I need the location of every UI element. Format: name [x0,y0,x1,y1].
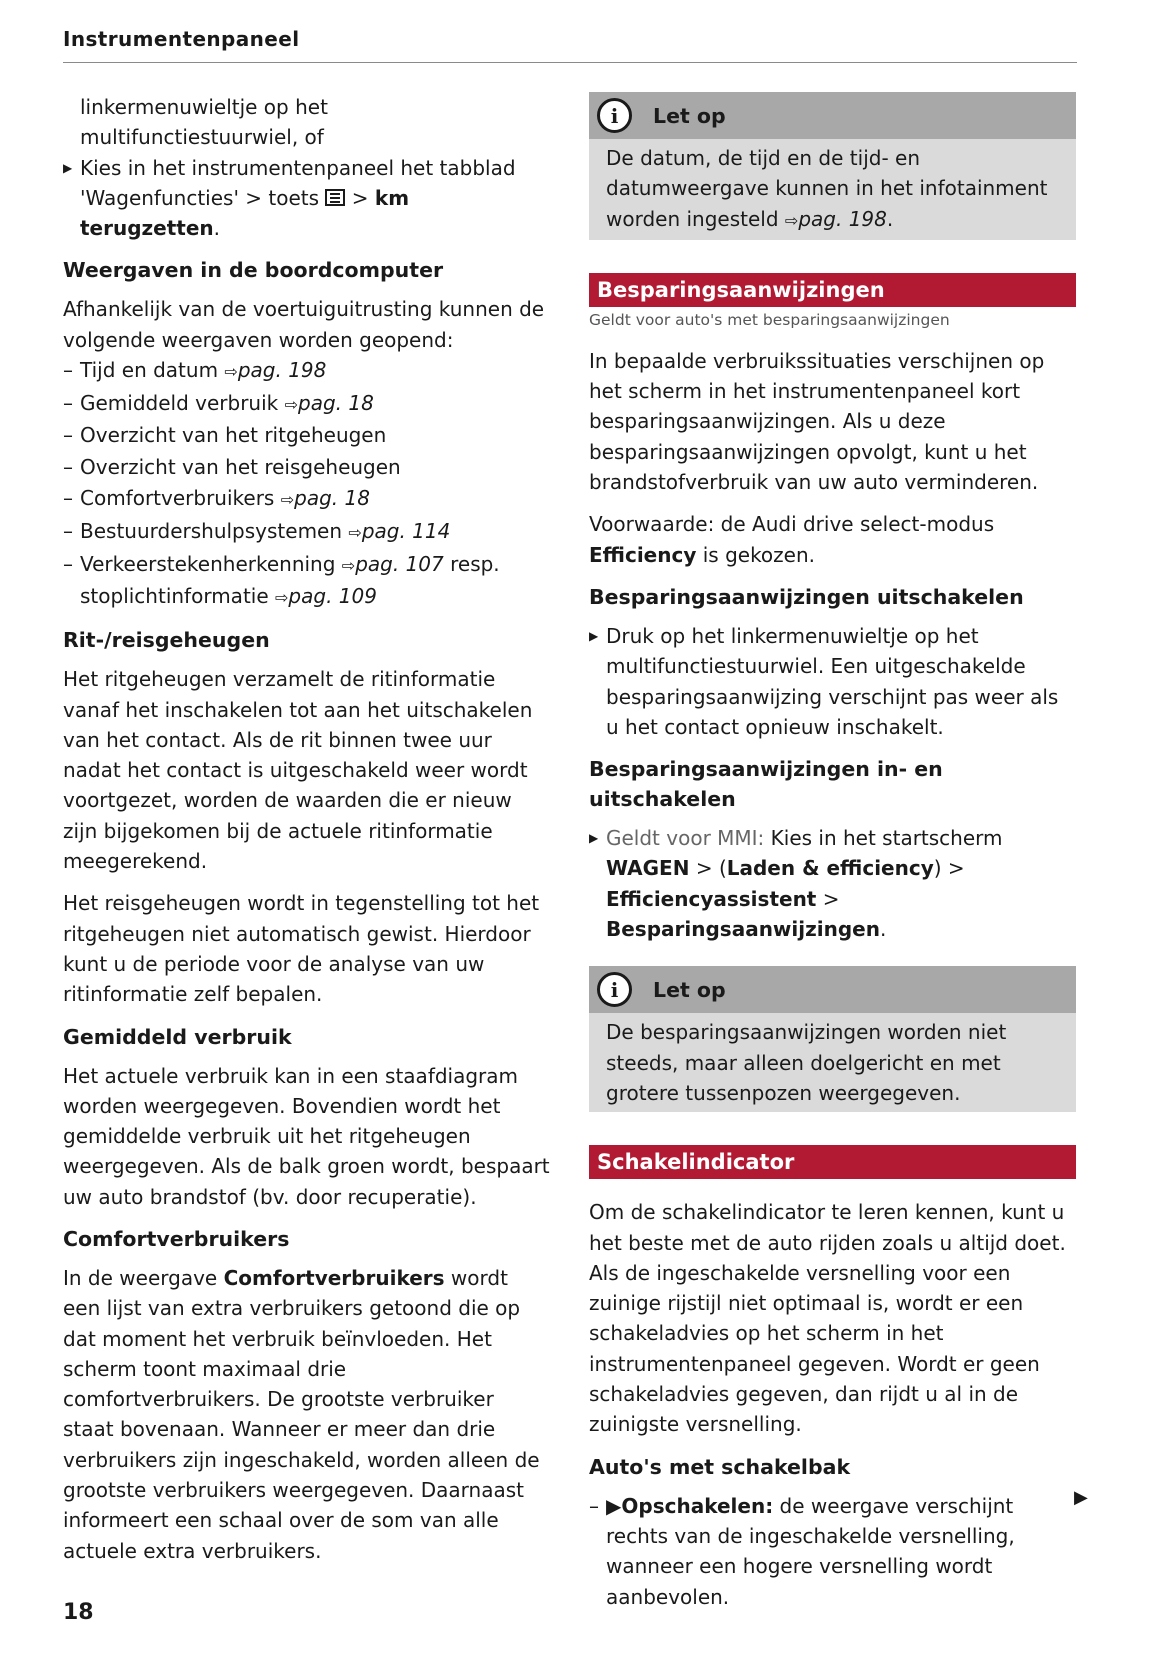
paragraph-voorwaarde: Voorwaarde: de Audi drive select-modus Efficiency is gekozen. [589,512,995,567]
page-ref-arrow-icon: ⇨ [784,210,799,230]
step-uitschakelen: ▶ Druk op het linkermenuwieltje op het multifunctiestuurwiel. Een uitgeschakelde besparingsaanwijzing verschijnt pas weer als u het contact opnieuw inschakelt. [589,621,1076,742]
paragraph-rit-2: Het reisgeheugen wordt in tegenstelling tot het ritgeheugen niet automatisch gewist. Hierdoor kunt u de periode voor de analyse van uw ritinformatie zelf bepalen. [63,891,540,1007]
step-mmi: ▶ Geldt voor MMI: Kies in het startscherm WAGEN > (Laden & efficiency) > Efficiencyassistent > Besparingsaanwijzingen. [589,823,1076,944]
note-header [589,92,1076,139]
step-triangle-icon: ▶ [589,628,599,643]
heading-schakelbak: Auto's met schakelbak [589,1454,851,1479]
info-icon: i [597,972,632,1007]
weergaven-list [63,355,550,613]
intro-step-gt: > [345,185,375,210]
note-text: De datum, de tijd en de tijd- en datumweergave kunnen in het infotainment worden ingesteld ⇨pag. 198. [606,146,1048,231]
upshift-arrow-icon: ▶ [606,1493,622,1518]
page-ref: pag. 107 [355,551,444,576]
note-box-datum [589,92,1076,240]
page-ref-arrow-icon: ⇨ [224,362,238,382]
note-title: Let op [653,103,726,128]
section-applicability: Geldt voor auto's met besparingsaanwijzingen [589,310,950,329]
list-item: – Overzicht van het ritgeheugen [63,423,387,448]
list-item-opschakelen: – ▶Opschakelen: de weergave verschijnt rechts van de ingeschakelde versnelling, wanneer een hogere versnelling wordt aanbevolen. [589,1493,1015,1609]
note-title: Let op [653,977,726,1002]
heading-weergaven: Weergaven in de boordcomputer [63,258,444,283]
list-menu-icon [325,189,345,206]
list-item: – Overzicht van het reisgeheugen [63,454,401,479]
heading-uitschakelen: Besparingsaanwijzingen uitschakelen [589,584,1024,609]
intro-step [63,153,550,244]
list-item: – Tijd en datum ⇨pag. 198 [63,358,327,383]
paragraph-schakel: Om de schakelindicator te leren kennen, kunt u het beste met de auto rijden zoals u altijd doet. Als de ingeschakelde versnelling voor een zuinige rijstijl niet optimaal is, wordt er een schakeladvies op het scherm in het instrumentenpaneel gegeven. Wordt er geen schakeladvies gegeven, dan rijdt u al in de zuinigste versnelling. [589,1200,1066,1437]
page-ref-arrow-icon: ⇨ [280,490,295,510]
paragraph-afhankelijk: Afhankelijk van de voertuiguitrusting kunnen de volgende weergaven worden geopend: [63,297,545,352]
info-icon: i [597,98,632,133]
heading-rit: Rit-/reisgeheugen [63,628,270,653]
list-item: – Verkeerstekenherkenning ⇨pag. 107 resp. stoplichtinformatie ⇨pag. 109 [63,551,500,608]
page-ref: pag. 198 [798,206,887,231]
page-ref: pag. 114 [361,519,451,544]
heading-in-uitschakelen: Besparingsaanwijzingen in- en uitschakelen [589,757,943,812]
page-ref: pag. 18 [298,390,374,415]
page-ref: pag. 109 [288,583,377,608]
page-ref-arrow-icon: ⇨ [275,587,289,607]
left-column [63,92,550,1578]
page-number: 18 [63,1600,94,1625]
page-ref-arrow-icon: ⇨ [341,555,356,575]
intro-step-bold: km terugzetten [80,185,410,241]
paragraph-rit-1: Het ritgeheugen verzamelt de ritinformatie vanaf het inschakelen tot aan het uitschakelen van het contact. Als de rit binnen twee uur nadat het contact is uitgeschakeld weer wordt voortgezet, worden de waarden die er nieuw zijn bijgekomen bij de actuele ritinformatie meegerekend. [63,667,533,874]
list-item: – Bestuurdershulpsystemen ⇨pag. 114 [63,519,451,544]
page-ref: pag. 18 [294,486,370,511]
section-heading-schakel: Schakelindicator [589,1145,1076,1179]
note-header [589,966,1076,1013]
step-triangle-icon: ▶ [589,831,599,846]
right-column [589,92,1076,1612]
list-item: – Gemiddeld verbruik ⇨pag. 18 [63,390,374,415]
section-heading-besparing: Besparingsaanwijzingen [589,273,1076,307]
note-box-besparing [589,966,1076,1112]
page-ref-arrow-icon: ⇨ [348,523,362,543]
intro-step-text: Kies in het instrumentenpaneel het tabblad 'Wagenfuncties' > toets [80,155,516,210]
note-text: De besparingsaanwijzingen worden niet steeds, maar alleen doelgericht en met grotere tussenpozen weergegeven. [606,1020,1007,1105]
paragraph-besparing: In bepaalde verbruikssituaties verschijnen op het scherm in het instrumentenpaneel kort besparingsaanwijzingen. Als u deze besparingsaanwijzingen opvolgt, kunt u het brandstofverbruik van uw auto verminderen. [589,348,1045,495]
page-ref-arrow-icon: ⇨ [284,394,299,414]
intro-step-end: . [213,216,221,241]
continue-arrow-icon: ▶ [1074,1487,1088,1508]
header-divider [63,62,1077,63]
step-triangle-icon: ▶ [63,160,73,175]
heading-comfort: Comfortverbruikers [63,1226,290,1251]
heading-gemiddeld: Gemiddeld verbruik [63,1024,292,1049]
page-ref: pag. 198 [237,358,327,383]
paragraph-gemiddeld: Het actuele verbruik kan in een staafdiagram worden weergegeven. Bovendien wordt het gemiddelde verbruik uit het ritgeheugen weergegeven. Als de balk groen wordt, bespaart uw auto brandstof (bv. door recuperatie). [63,1063,550,1209]
intro-continuation: linkermenuwieltje op het multifunctiestuurwiel, of [80,95,328,150]
paragraph-comfort: In de weergave Comfortverbruikers wordt een lijst van extra verbruikers getoond die op dat moment het verbruik beïnvloeden. Het scherm toont maximaal drie comfortverbruikers. De grootste verbruiker staat bovenaan. Wanneer er meer dan drie verbruikers zijn ingeschakeld, worden alleen de grootste verbruikers weergegeven. Daarnaast informeert een schaal over de som van alle actuele extra verbruikers. [63,1265,540,1563]
list-item: – Comfortverbruikers ⇨pag. 18 [63,486,370,511]
page-header-title: Instrumentenpaneel [63,27,300,51]
